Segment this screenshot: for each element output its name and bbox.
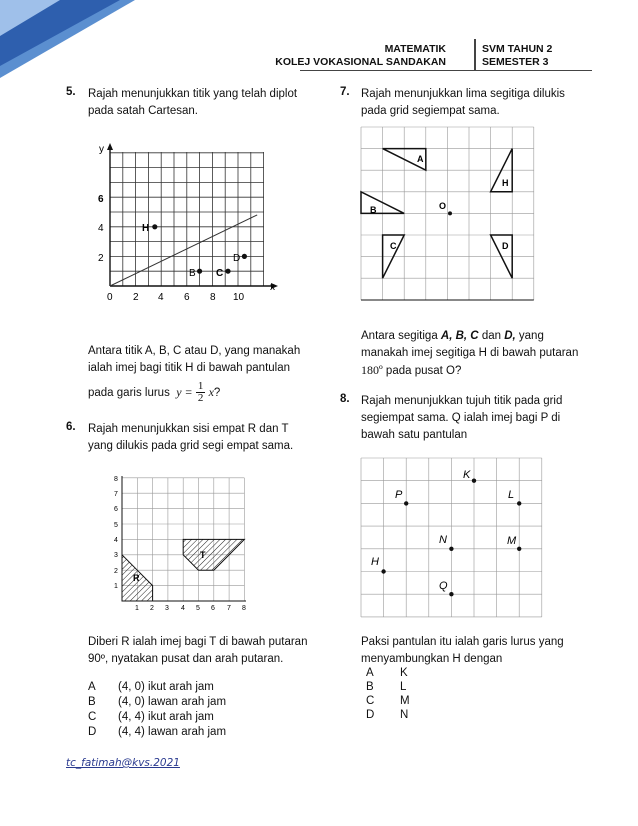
- point-B-label: B: [189, 268, 196, 279]
- q5-question: Antara titik A, B, C atau D, yang manakah ialah imej bagi titik H di bawah pantulan: [88, 345, 301, 374]
- point-H: [381, 569, 385, 573]
- x-tick: 0: [107, 292, 113, 303]
- centre-O: [448, 211, 452, 215]
- point-K-label: K: [463, 469, 471, 481]
- q5-cartesian-graph: [85, 140, 295, 310]
- svg-text:8: 8: [114, 476, 118, 483]
- semester-label: SEMESTER 3: [482, 56, 549, 68]
- point-N-label: N: [439, 534, 447, 546]
- footer-email[interactable]: tc_fatimah@kvs.2021: [66, 757, 180, 769]
- point-B: [197, 269, 202, 274]
- option[interactable]: C M: [366, 695, 410, 707]
- point-C: [225, 269, 230, 274]
- college-name: KOLEJ VOKASIONAL SANDAKAN: [275, 56, 446, 68]
- q6-stem: Rajah menunjukkan sisi empat R dan T yang dilukis pada grid segi empat sama.: [88, 423, 294, 452]
- triangle-D-label: D: [502, 241, 509, 251]
- triangle-H-label: H: [502, 178, 509, 188]
- svg-text:2: 2: [114, 568, 118, 575]
- point-M: [517, 547, 521, 551]
- header-left: [275, 43, 446, 69]
- q5-stem: Rajah menunjukkan titik yang telah diplot pada satah Cartesan.: [88, 88, 298, 117]
- y-tick: 6: [98, 194, 104, 205]
- svg-text:1: 1: [135, 605, 139, 612]
- reflection-line: [110, 215, 257, 286]
- svg-text:7: 7: [227, 605, 231, 612]
- option[interactable]: D (4, 4) lawan arah jam: [88, 726, 227, 738]
- svg-text:3: 3: [165, 605, 169, 612]
- x-tick: 2: [133, 292, 139, 303]
- point-D-label: D: [233, 253, 241, 264]
- option[interactable]: A (4, 0) ikut arah jam: [88, 681, 214, 693]
- svg-text:6: 6: [211, 605, 215, 612]
- x-tick: 10: [233, 292, 245, 303]
- svg-text:2: 2: [150, 605, 154, 612]
- point-C-label: C: [216, 268, 224, 279]
- point-Q-label: Q: [439, 580, 448, 592]
- svg-text:4: 4: [181, 605, 185, 612]
- svg-text:5: 5: [114, 522, 118, 529]
- svg-text:3: 3: [114, 552, 118, 559]
- svg-text:6: 6: [114, 506, 118, 513]
- point-P: [404, 501, 408, 505]
- year-label: SVM TAHUN 2: [482, 43, 553, 55]
- q6-question: Diberi R ialah imej bagi T di bawah putaran 90º, nyatakan pusat dan arah putaran.: [88, 636, 308, 665]
- x-tick: 4: [158, 292, 164, 303]
- q7-stem: Rajah menunjukkan lima segitiga dilukis pada grid segiempat sama.: [361, 88, 565, 117]
- header-right: [482, 43, 552, 69]
- header-underline: [300, 70, 592, 71]
- x-tick: 6: [184, 292, 190, 303]
- svg-text:5: 5: [196, 605, 200, 612]
- option[interactable]: A K: [366, 667, 408, 679]
- corner-decoration: [0, 0, 140, 80]
- option[interactable]: C (4, 4) ikut arah jam: [88, 711, 214, 723]
- y-axis-label: y: [99, 144, 104, 155]
- q7-question: Antara segitiga A, B, C dan D, yang manakah imej segitiga H di bawah putaran 180º pada pusat O?: [361, 330, 579, 377]
- point-H-label: H: [371, 556, 379, 568]
- point-L-label: L: [508, 489, 515, 501]
- x-tick: 8: [210, 292, 216, 303]
- point-P-label: P: [395, 489, 403, 501]
- centre-O-label: O: [439, 201, 447, 211]
- svg-text:7: 7: [114, 491, 118, 498]
- point-L: [517, 501, 521, 505]
- point-Q: [449, 592, 453, 596]
- triangle-C-label: C: [390, 241, 397, 251]
- fraction: $\frac{1}{2}$: [197, 380, 204, 405]
- q8-number: 8.: [340, 393, 350, 405]
- q6-options: [88, 680, 226, 740]
- triangle-A-label: A: [417, 154, 424, 164]
- point-H: [152, 224, 157, 229]
- q6-number: 6.: [66, 421, 76, 433]
- point-H-label: H: [142, 223, 150, 234]
- q8-question: Paksi pantulan itu ialah garis lurus yang menyambungkan H dengan: [361, 636, 564, 665]
- y-tick: 4: [98, 223, 104, 234]
- q8-grid: [358, 455, 543, 620]
- y-tick: 2: [98, 253, 104, 264]
- header-divider: [474, 39, 476, 71]
- svg-text:4: 4: [114, 537, 118, 544]
- option[interactable]: B L: [366, 681, 407, 693]
- point-D: [242, 254, 247, 259]
- q6-grid: [108, 470, 258, 615]
- svg-text:8: 8: [242, 605, 246, 612]
- option[interactable]: B (4, 0) lawan arah jam: [88, 696, 227, 708]
- q8-stem: Rajah menunjukkan tujuh titik pada grid segiempat sama. Q ialah imej bagi P di bawah satu pantulan: [361, 395, 563, 441]
- q5-equation-line: pada garis lurus y = $\frac{1}{2}$ x?: [88, 380, 221, 405]
- svg-text:1: 1: [114, 583, 118, 590]
- q7-number: 7.: [340, 86, 350, 98]
- shape-R-label: R: [133, 573, 140, 583]
- option[interactable]: D N: [366, 709, 409, 721]
- point-M-label: M: [507, 535, 517, 547]
- subject-title: MATEMATIK: [384, 43, 446, 55]
- x-axis-label: x: [270, 282, 275, 293]
- point-K: [472, 479, 476, 483]
- q7-grid: [358, 125, 538, 303]
- q5-number: 5.: [66, 86, 76, 98]
- triangle-B-label: B: [370, 205, 377, 215]
- q8-options: [366, 666, 410, 722]
- point-N: [449, 547, 453, 551]
- shape-T-label: T: [200, 550, 206, 560]
